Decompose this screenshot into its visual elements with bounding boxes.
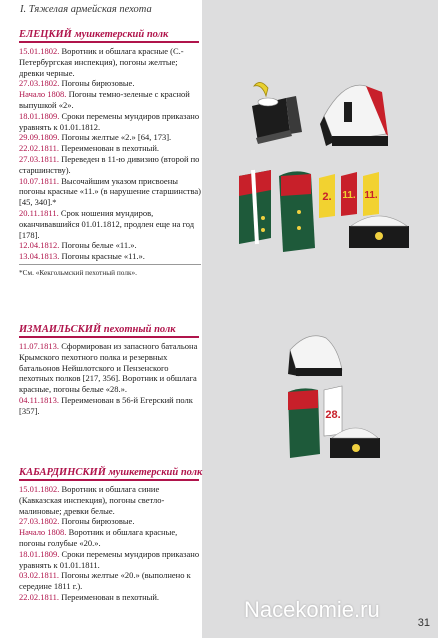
page-number: 31 (417, 617, 430, 629)
entry: 27.03.1802. Погоны бирюзовые. (19, 78, 135, 89)
section-title: КАБАРДИНСКИЙ мушкетерский полк (19, 467, 199, 481)
epaulette-number: 2. (322, 191, 332, 203)
section-izmail (19, 324, 201, 417)
shako-plume-illustration (246, 78, 316, 146)
running-header: I. Тяжелая армейская пехота (20, 4, 152, 15)
entry: 04.11.1813. Переименован в 56-й Егерский полк [357]. (19, 394, 193, 416)
epaulette-number: 11. (364, 190, 378, 201)
epaulette-number: 11. (342, 190, 356, 201)
section-kabarda (19, 467, 201, 603)
coat-epaulettes-illustration (275, 164, 415, 254)
entry: 22.02.1811. Переименован в пехотный. (19, 591, 160, 602)
entry: 27.03.1802. Погоны бирюзовые. (19, 516, 135, 527)
section-eletsky (19, 29, 201, 277)
entry: 13.04.1813. Погоны красные «11.». (19, 251, 145, 262)
entry: 22.02.1811. Переименован в пехотный. (19, 143, 160, 154)
entry: 03.02.1811. Погоны желтые «20.» (выполнено к середине 1811 г.). (19, 570, 191, 592)
entry: 12.04.1812. Погоны белые «11.». (19, 240, 137, 251)
izmail-uniform-illustration (284, 384, 384, 460)
entry: Начало 1808. Воротник и обшлага красные, погоны голубые «20.». (19, 527, 178, 548)
epaulette-number: 28. (325, 409, 341, 421)
entry: 27.03.1811. Переведен в 11-ю дивизию (второй по старшинству). (19, 153, 200, 175)
entry: 18.01.1809. Сроки перемены мундиров приказано уравнять к 01.01.1812. (19, 110, 200, 132)
entry: 29.09.1809. Погоны желтые «2.» [64, 173]. (19, 132, 172, 143)
entry: 20.11.1811. Срок ношения мундиров, оканчивавшийся 01.01.1812, продлен еще на год [178]. (19, 207, 195, 240)
collar-cuff-illustration (235, 168, 275, 246)
footnote: *См. «Кекгольмский пехотный полк». (19, 264, 201, 277)
entry: 15.01.1802. Воротник и обшлага синие (Кавказская инспекция), погоны светло-малиновые; древки белые. (19, 484, 165, 516)
cap-illustration (314, 76, 394, 154)
section-title: ИЗМАИЛЬСКИЙ пехотный полк (19, 324, 199, 338)
izmail-cap-illustration (284, 330, 346, 378)
entry: 10.07.1811. Высочайшим указом присвоены погоны красные «11.» (в нарушение старшинства) [45, 340].* (19, 175, 201, 208)
entry: 11.07.1813. Сформирован из запасного батальона Крымского пехотного полка и резервных батальонов Нейшлотского и Пензенского пехотных полков [217, 356]. Воротник и обшлага красные, погоны белые «28.». (19, 341, 198, 395)
watermark: Nacekomie.ru (244, 597, 380, 622)
entry: 18.01.1809. Сроки перемены мундиров приказано уравнять к 01.01.1811. (19, 548, 200, 570)
section-title: ЕЛЕЦКИЙ мушкетерский полк (19, 29, 199, 43)
entry: Начало 1808. Погоны темно-зеленые с красной выпушкой «2». (19, 89, 190, 110)
entries-list (19, 46, 201, 262)
entry: 15.01.1802. Воротник и обшлага красные (С.-Петербургская инспекция), погоны желтые; древки черные. (19, 46, 184, 78)
